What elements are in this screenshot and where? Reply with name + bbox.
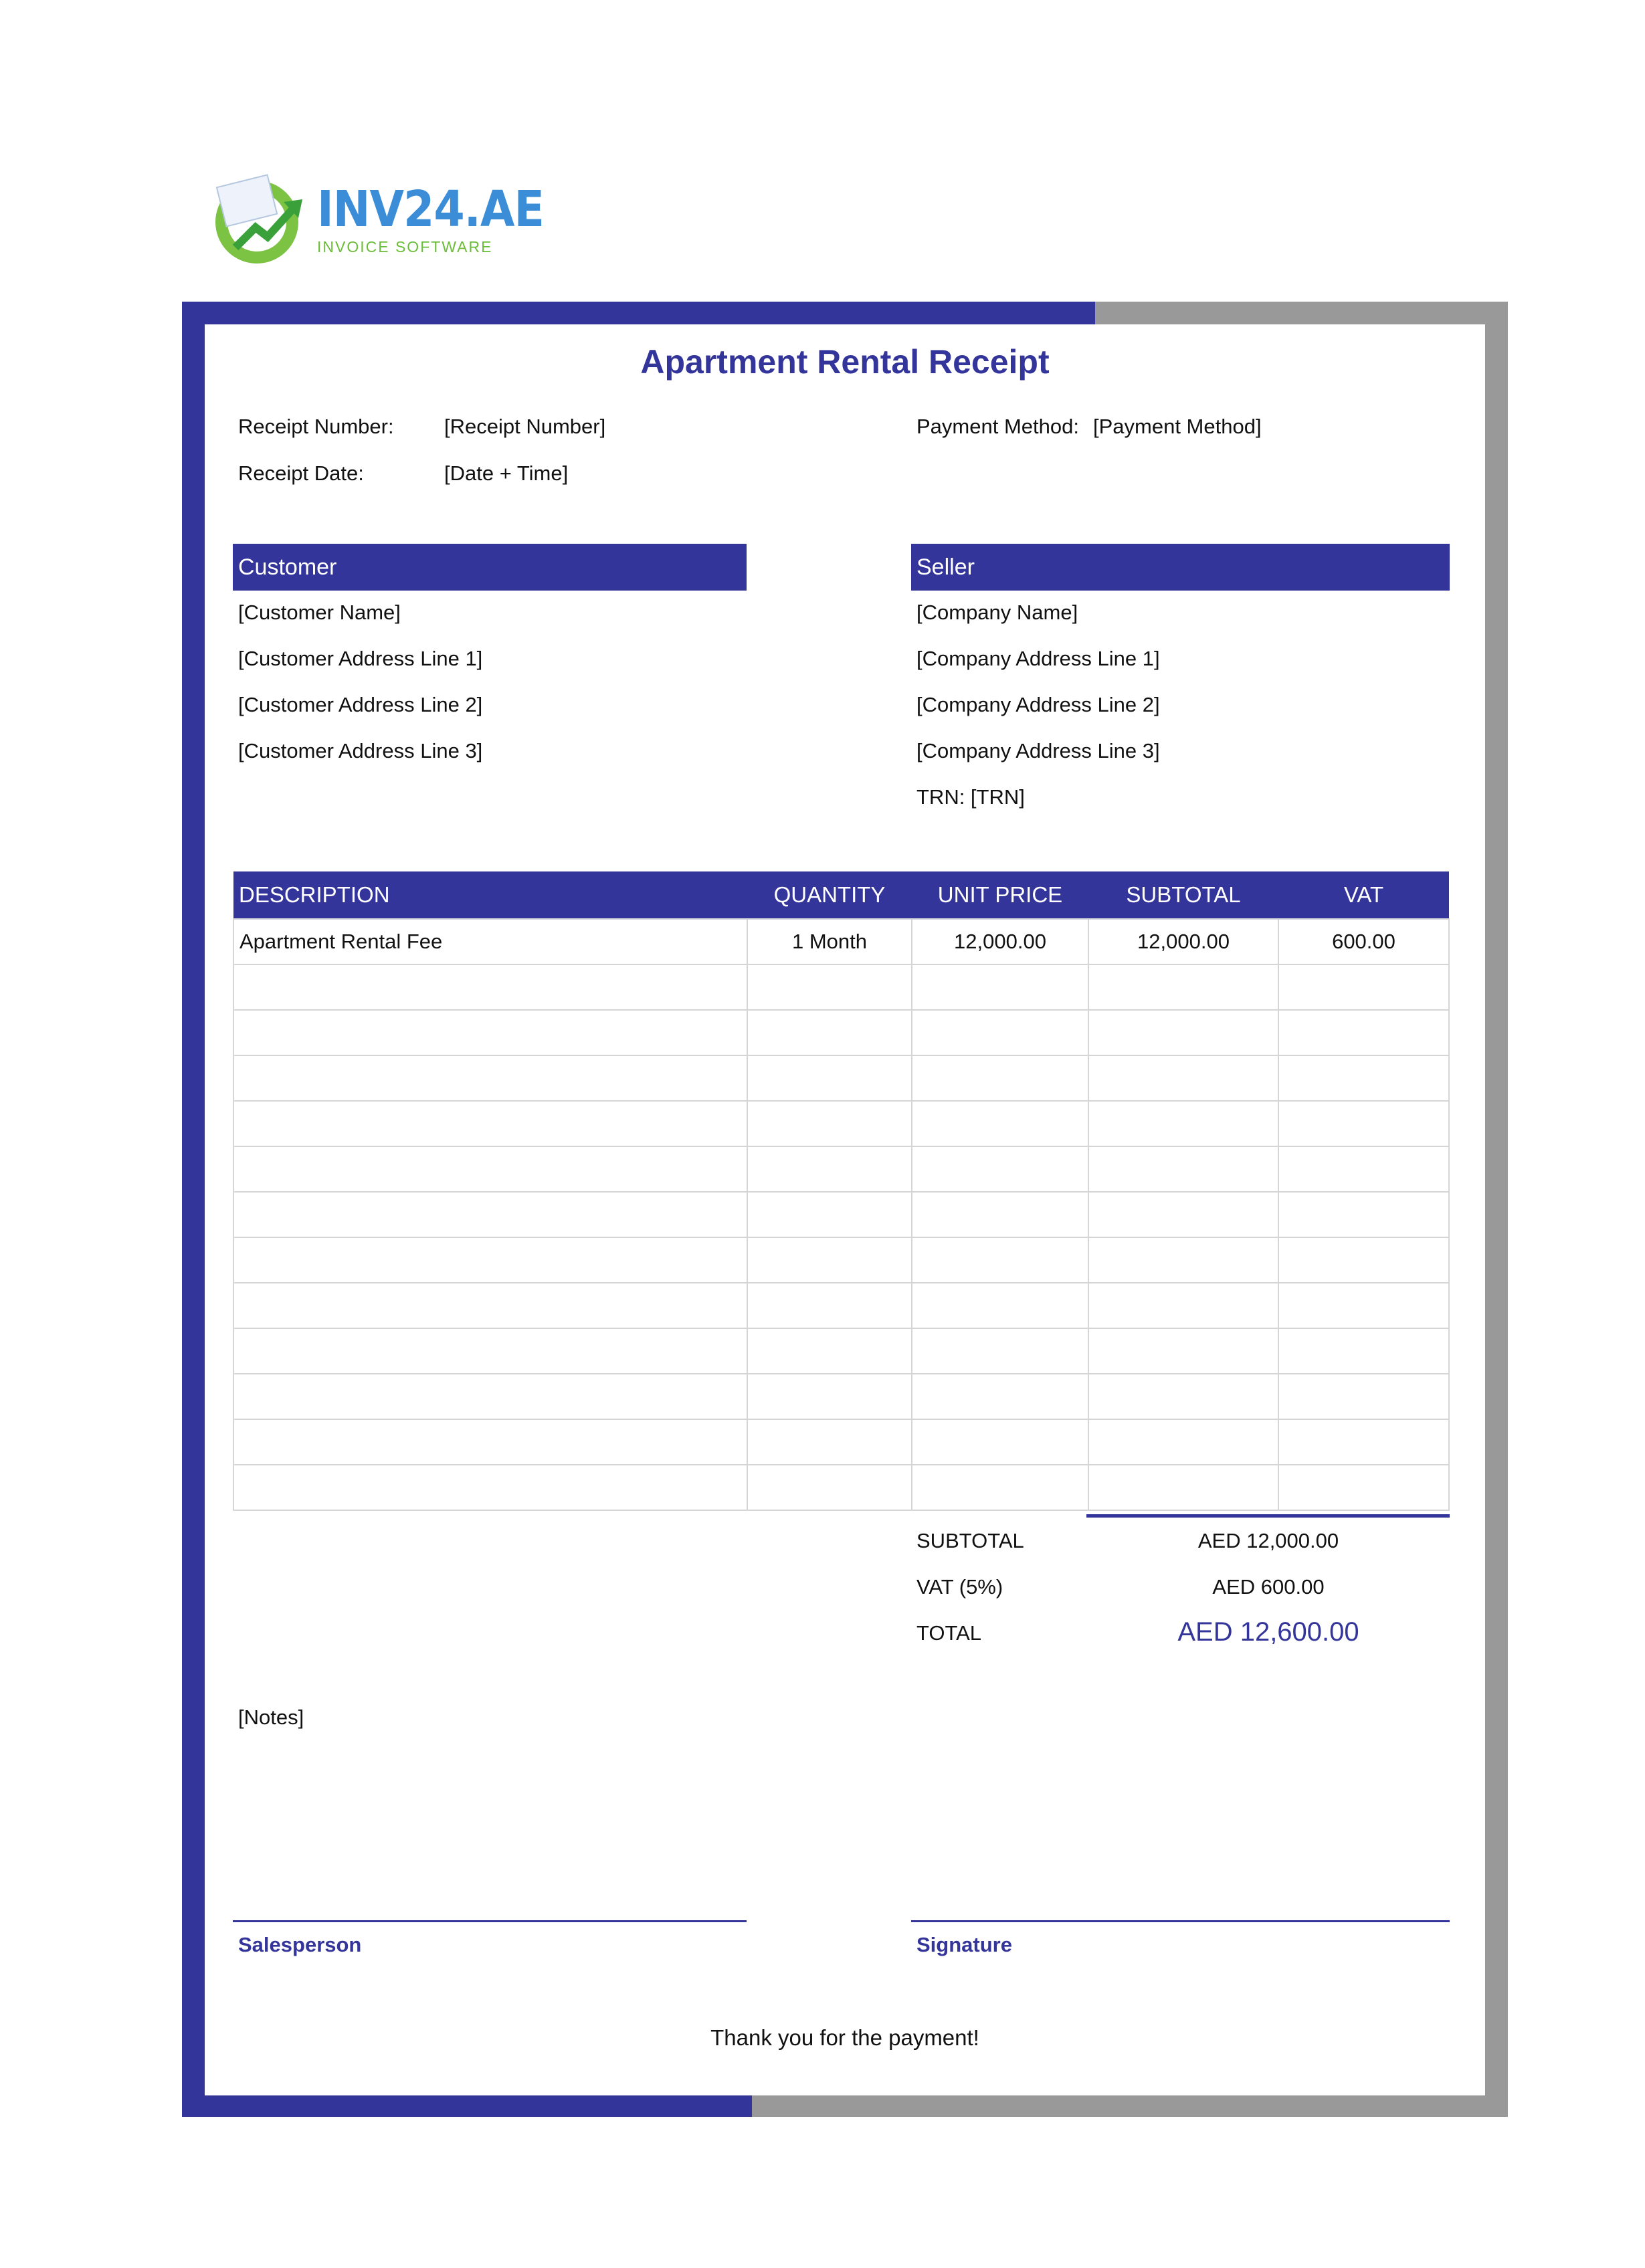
cell-subtotal xyxy=(1088,1237,1278,1283)
table-row xyxy=(233,919,1449,964)
cell-quantity xyxy=(747,1465,912,1510)
cell-unit-price xyxy=(912,1237,1088,1283)
seller-address-line-3: [Company Address Line 3] xyxy=(916,739,1160,762)
seller-trn: TRN: [TRN] xyxy=(916,785,1025,809)
frame-bottom-gray xyxy=(752,2095,1508,2117)
cell-description xyxy=(233,1146,747,1192)
cell-subtotal: 12,000.00 xyxy=(1088,919,1278,964)
cell-unit-price xyxy=(912,1283,1088,1328)
receipt-number-value: [Receipt Number] xyxy=(444,415,606,438)
frame-bottom-accent xyxy=(182,2095,752,2117)
cell-quantity xyxy=(747,1101,912,1146)
seller-address-line-2: [Company Address Line 2] xyxy=(916,693,1160,716)
table-row xyxy=(233,1237,1449,1283)
cell-unit-price xyxy=(912,1192,1088,1237)
notes: [Notes] xyxy=(238,1706,304,1729)
cell-subtotal xyxy=(1088,1419,1278,1465)
column-header-subtotal: SUBTOTAL xyxy=(1088,871,1278,919)
cell-unit-price xyxy=(912,1055,1088,1101)
cell-description: Apartment Rental Fee xyxy=(233,919,747,964)
summary-subtotal-value: AED 12,000.00 xyxy=(1197,1529,1339,1552)
payment-method-value: [Payment Method] xyxy=(1093,415,1262,438)
seller-header: Seller xyxy=(911,544,1450,591)
cell-vat xyxy=(1278,1055,1449,1101)
cell-vat xyxy=(1278,1328,1449,1374)
column-header-unit-price: UNIT PRICE xyxy=(912,871,1088,919)
customer-address-line-3: [Customer Address Line 3] xyxy=(238,739,483,762)
cell-quantity xyxy=(747,1146,912,1192)
column-header-quantity: QUANTITY xyxy=(747,871,912,919)
cell-description xyxy=(233,1101,747,1146)
table-row xyxy=(233,1010,1449,1055)
cell-quantity: 1 Month xyxy=(747,919,912,964)
seller-company-name: [Company Name] xyxy=(916,601,1078,624)
summary-total-label: TOTAL xyxy=(916,1621,982,1645)
table-row xyxy=(233,1146,1449,1192)
cell-description xyxy=(233,1192,747,1237)
cell-subtotal xyxy=(1088,1328,1278,1374)
cell-unit-price xyxy=(912,1146,1088,1192)
table-row xyxy=(233,1328,1449,1374)
cell-quantity xyxy=(747,1237,912,1283)
cell-vat xyxy=(1278,1283,1449,1328)
cell-vat xyxy=(1278,1192,1449,1237)
cell-quantity xyxy=(747,964,912,1010)
cell-unit-price xyxy=(912,964,1088,1010)
cell-subtotal xyxy=(1088,1192,1278,1237)
column-header-description: DESCRIPTION xyxy=(233,871,747,919)
cell-description xyxy=(233,1465,747,1510)
cell-vat: 600.00 xyxy=(1278,919,1449,964)
cell-unit-price xyxy=(912,1010,1088,1055)
cell-subtotal xyxy=(1088,1465,1278,1510)
cell-unit-price xyxy=(912,1328,1088,1374)
cell-description xyxy=(233,1419,747,1465)
cell-unit-price xyxy=(912,1419,1088,1465)
cell-description xyxy=(233,1328,747,1374)
cell-vat xyxy=(1278,1374,1449,1419)
customer-name: [Customer Name] xyxy=(238,601,401,624)
cell-unit-price xyxy=(912,1101,1088,1146)
cell-vat xyxy=(1278,964,1449,1010)
cell-quantity xyxy=(747,1010,912,1055)
frame-left-accent xyxy=(182,302,205,2117)
company-logo xyxy=(209,173,544,266)
seller-address-line-1: [Company Address Line 1] xyxy=(916,647,1160,670)
cell-vat xyxy=(1278,1465,1449,1510)
cell-subtotal xyxy=(1088,1283,1278,1328)
column-header-vat: VAT xyxy=(1278,871,1449,919)
cell-description xyxy=(233,1237,747,1283)
receipt-date-value: [Date + Time] xyxy=(444,461,569,485)
table-row xyxy=(233,1419,1449,1465)
table-row xyxy=(233,1283,1449,1328)
summary-subtotal-label: SUBTOTAL xyxy=(916,1529,1024,1552)
items-table xyxy=(233,871,1450,1511)
cell-description xyxy=(233,964,747,1010)
items-table-body xyxy=(233,919,1449,1510)
customer-address-line-2: [Customer Address Line 2] xyxy=(238,693,483,716)
cell-subtotal xyxy=(1088,1010,1278,1055)
cell-unit-price xyxy=(912,1465,1088,1510)
table-row xyxy=(233,1192,1449,1237)
cell-description xyxy=(233,1055,747,1101)
cell-unit-price xyxy=(912,1374,1088,1419)
signature-label: Signature xyxy=(916,1933,1012,1956)
summary-vat-label: VAT (5%) xyxy=(916,1575,1003,1599)
cell-quantity xyxy=(747,1328,912,1374)
cell-description xyxy=(233,1283,747,1328)
cell-description xyxy=(233,1010,747,1055)
customer-address-line-1: [Customer Address Line 1] xyxy=(238,647,483,670)
signature-line xyxy=(911,1920,1450,1922)
logo-subtitle: INVOICE SOFTWARE xyxy=(317,238,493,255)
frame-top-accent xyxy=(182,302,1095,324)
cell-vat xyxy=(1278,1101,1449,1146)
cell-subtotal xyxy=(1088,1374,1278,1419)
cell-quantity xyxy=(747,1419,912,1465)
table-row xyxy=(233,1055,1449,1101)
cell-subtotal xyxy=(1088,1146,1278,1192)
cell-vat xyxy=(1278,1237,1449,1283)
cell-vat xyxy=(1278,1010,1449,1055)
summary-divider xyxy=(1086,1514,1450,1518)
receipt-number-label: Receipt Number: xyxy=(238,415,394,438)
cell-subtotal xyxy=(1088,1101,1278,1146)
frame-top-gray xyxy=(1095,302,1507,324)
cell-quantity xyxy=(747,1283,912,1328)
payment-method-label: Payment Method: xyxy=(916,415,1079,438)
receipt-date-label: Receipt Date: xyxy=(238,461,364,485)
summary-total-value: AED 12,600.00 xyxy=(1177,1617,1359,1647)
logo-title: INV24.AE xyxy=(317,181,544,238)
cell-vat xyxy=(1278,1419,1449,1465)
customer-header: Customer xyxy=(233,544,747,591)
cell-quantity xyxy=(747,1374,912,1419)
cell-vat xyxy=(1278,1146,1449,1192)
table-row xyxy=(233,1465,1449,1510)
salesperson-line xyxy=(233,1920,747,1922)
cell-quantity xyxy=(747,1055,912,1101)
table-row xyxy=(233,1374,1449,1419)
cell-quantity xyxy=(747,1192,912,1237)
table-row xyxy=(233,964,1449,1010)
cell-subtotal xyxy=(1088,964,1278,1010)
logo-mark-icon xyxy=(209,173,316,266)
table-header-row xyxy=(233,871,1449,919)
thank-you-message: Thank you for the payment! xyxy=(710,2025,979,2050)
cell-description xyxy=(233,1374,747,1419)
salesperson-label: Salesperson xyxy=(238,1933,362,1956)
frame-right-gray xyxy=(1485,302,1508,2117)
page-title: Apartment Rental Receipt xyxy=(640,343,1050,381)
summary-vat-value: AED 600.00 xyxy=(1212,1575,1325,1599)
cell-unit-price: 12,000.00 xyxy=(912,919,1088,964)
table-row xyxy=(233,1101,1449,1146)
cell-subtotal xyxy=(1088,1055,1278,1101)
